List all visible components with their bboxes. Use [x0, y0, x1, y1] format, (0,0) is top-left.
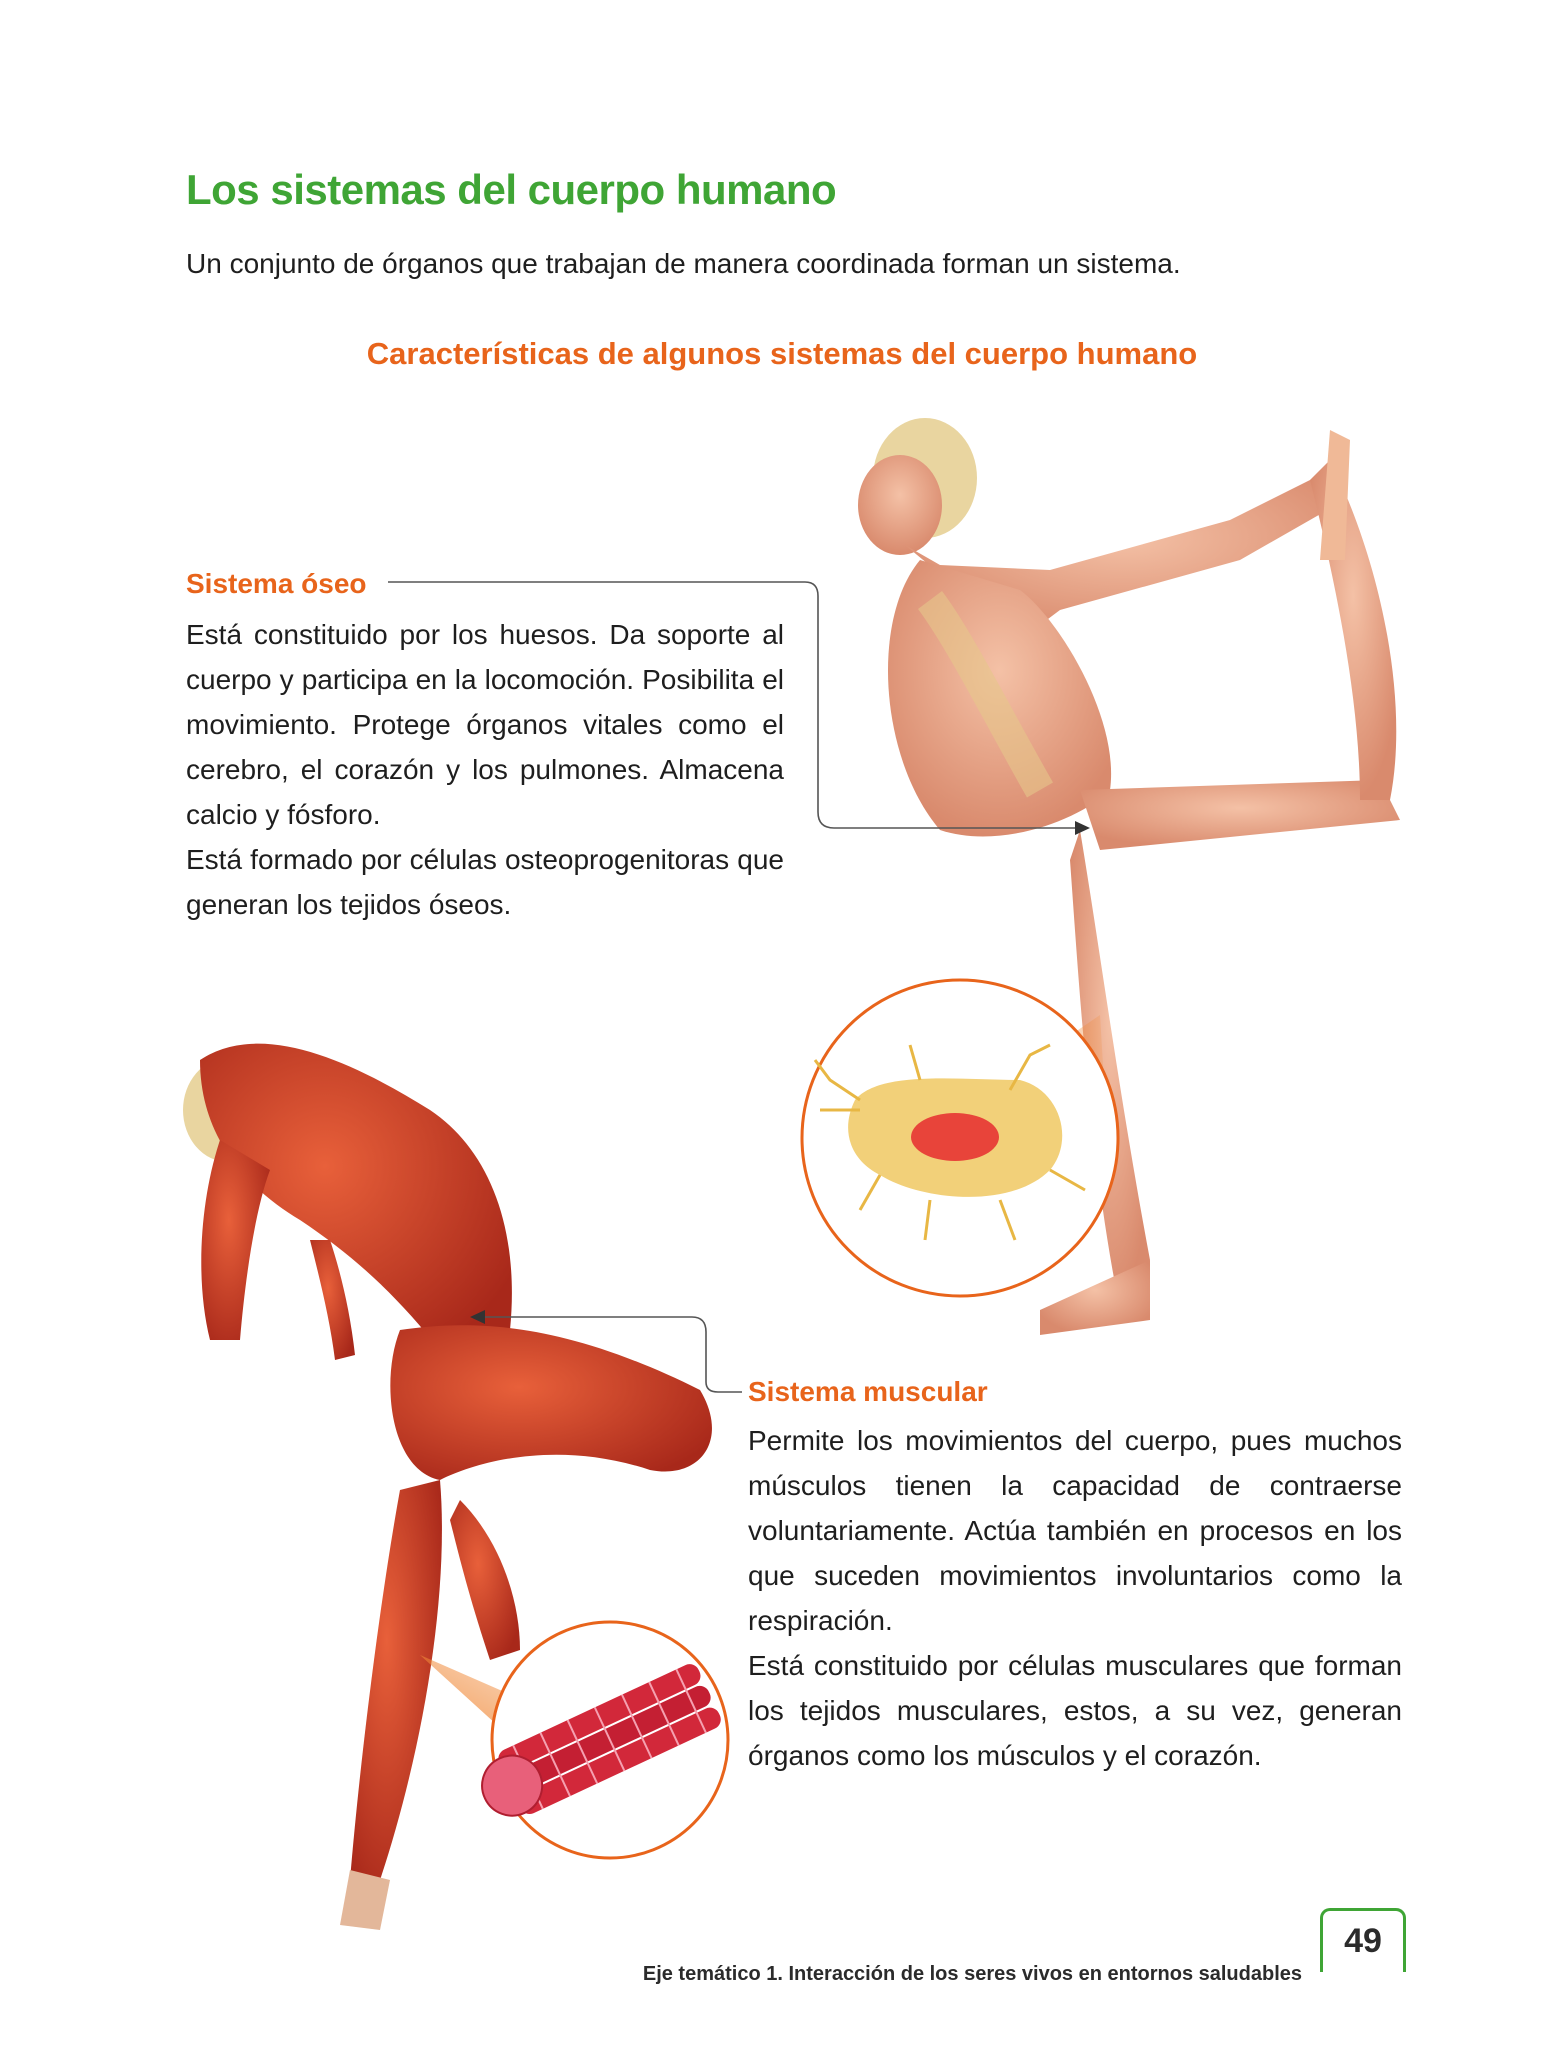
page-title: Los sistemas del cuerpo humano	[186, 166, 837, 213]
section-heading: Características de algunos sistemas del cuerpo humano	[366, 336, 1198, 371]
oseo-leader-arrow	[1075, 821, 1090, 835]
muscular-paragraph-2: Está constituido por células musculares que forman los tejidos musculares, estos, a su vez, generan órganos como los músculos y el corazón.	[748, 1650, 1402, 1771]
intro-text: Un conjunto de órganos que trabajan de manera coordinada forman un sistema.	[186, 248, 1181, 279]
muscle-fiber-callout	[420, 1622, 728, 1858]
oseo-title: Sistema óseo	[186, 568, 367, 599]
oseo-description	[186, 612, 784, 927]
muscular-title: Sistema muscular	[748, 1376, 988, 1407]
page-number: 49	[1320, 1908, 1406, 1972]
footer-text: Eje temático 1. Interacción de los seres vivos en entornos saludables	[642, 1963, 1302, 1985]
oseo-paragraph-1: Está constituido por los huesos. Da soporte al cuerpo y participa en la locomoción. Posibilita el movimiento. Protege órganos vitales como el cerebro, el corazón y los pulmones. Almacena calcio y fósforo.	[186, 619, 784, 830]
bone-cell-callout	[802, 980, 1118, 1296]
oseo-paragraph-2: Está formado por células osteoprogenitoras que generan los tejidos óseos.	[186, 844, 784, 920]
muscular-paragraph-1: Permite los movimientos del cuerpo, pues muchos músculos tienen la capacidad de contraerse voluntariamente. Actúa también en procesos en los que suceden movimientos involuntarios como la respiración.	[748, 1425, 1402, 1636]
muscular-description	[748, 1418, 1402, 1778]
